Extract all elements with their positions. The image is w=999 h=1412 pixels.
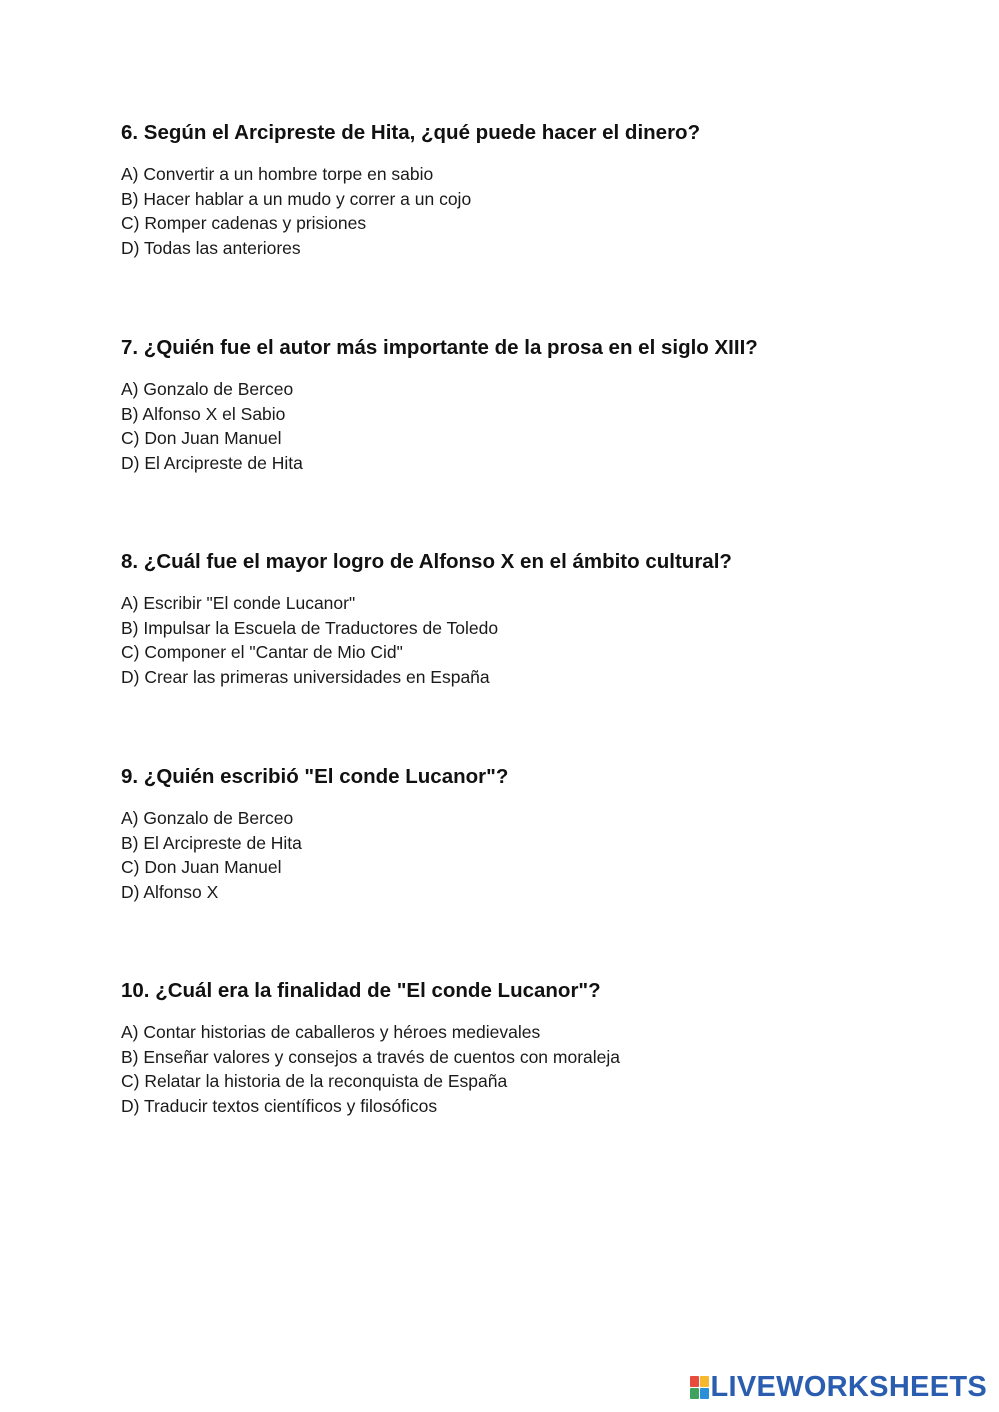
- options-list: [121, 806, 941, 904]
- question-title: 10. ¿Cuál era la finalidad de "El conde Lucanor"?: [121, 979, 601, 1002]
- option-a[interactable]: A) Gonzalo de Berceo: [121, 379, 294, 399]
- option-d[interactable]: D) El Arcipreste de Hita: [121, 452, 303, 473]
- options-list: [121, 1020, 941, 1118]
- option-c[interactable]: C) Relatar la historia de la reconquista de España: [121, 1071, 508, 1091]
- option-a[interactable]: A) Convertir a un hombre torpe en sabio: [121, 164, 434, 184]
- option-a[interactable]: A) Contar historias de caballeros y héroes medievales: [121, 1022, 541, 1042]
- option-d[interactable]: D) Alfonso X: [121, 881, 219, 902]
- option-a[interactable]: A) Escribir "El conde Lucanor": [121, 593, 356, 613]
- question-title: 6. Según el Arcipreste de Hita, ¿qué puede hacer el dinero?: [121, 121, 701, 144]
- option-d[interactable]: D) Todas las anteriores: [121, 237, 301, 258]
- question-7: [121, 335, 941, 475]
- question-10: [121, 978, 941, 1118]
- options-list: [121, 162, 941, 260]
- question-6: [121, 120, 941, 260]
- question-title: 8. ¿Cuál fue el mayor logro de Alfonso X en el ámbito cultural?: [121, 550, 732, 573]
- question-title: 7. ¿Quién fue el autor más importante de la prosa en el siglo XIII?: [121, 336, 758, 359]
- option-b[interactable]: B) Alfonso X el Sabio: [121, 403, 286, 424]
- option-c[interactable]: C) Don Juan Manuel: [121, 857, 282, 877]
- logo-text: LIVEWORKSHEETS: [710, 1371, 987, 1403]
- option-b[interactable]: B) El Arcipreste de Hita: [121, 832, 302, 853]
- options-list: [121, 377, 941, 475]
- question-8: [121, 549, 941, 689]
- option-d[interactable]: D) Crear las primeras universidades en España: [121, 666, 490, 687]
- option-a[interactable]: A) Gonzalo de Berceo: [121, 808, 294, 828]
- option-c[interactable]: C) Don Juan Manuel: [121, 428, 282, 448]
- liveworksheets-logo: [690, 1370, 988, 1404]
- option-b[interactable]: B) Hacer hablar a un mudo y correr a un cojo: [121, 188, 472, 209]
- options-list: [121, 591, 941, 689]
- question-title: 9. ¿Quién escribió "El conde Lucanor"?: [121, 765, 509, 788]
- option-b[interactable]: B) Enseñar valores y consejos a través de cuentos con moraleja: [121, 1046, 621, 1067]
- option-c[interactable]: C) Componer el "Cantar de Mio Cid": [121, 642, 403, 662]
- logo-mark-icon: [690, 1376, 709, 1399]
- question-9: [121, 764, 941, 904]
- option-b[interactable]: B) Impulsar la Escuela de Traductores de Toledo: [121, 617, 499, 638]
- option-d[interactable]: D) Traducir textos científicos y filosóficos: [121, 1095, 438, 1116]
- option-c[interactable]: C) Romper cadenas y prisiones: [121, 213, 367, 233]
